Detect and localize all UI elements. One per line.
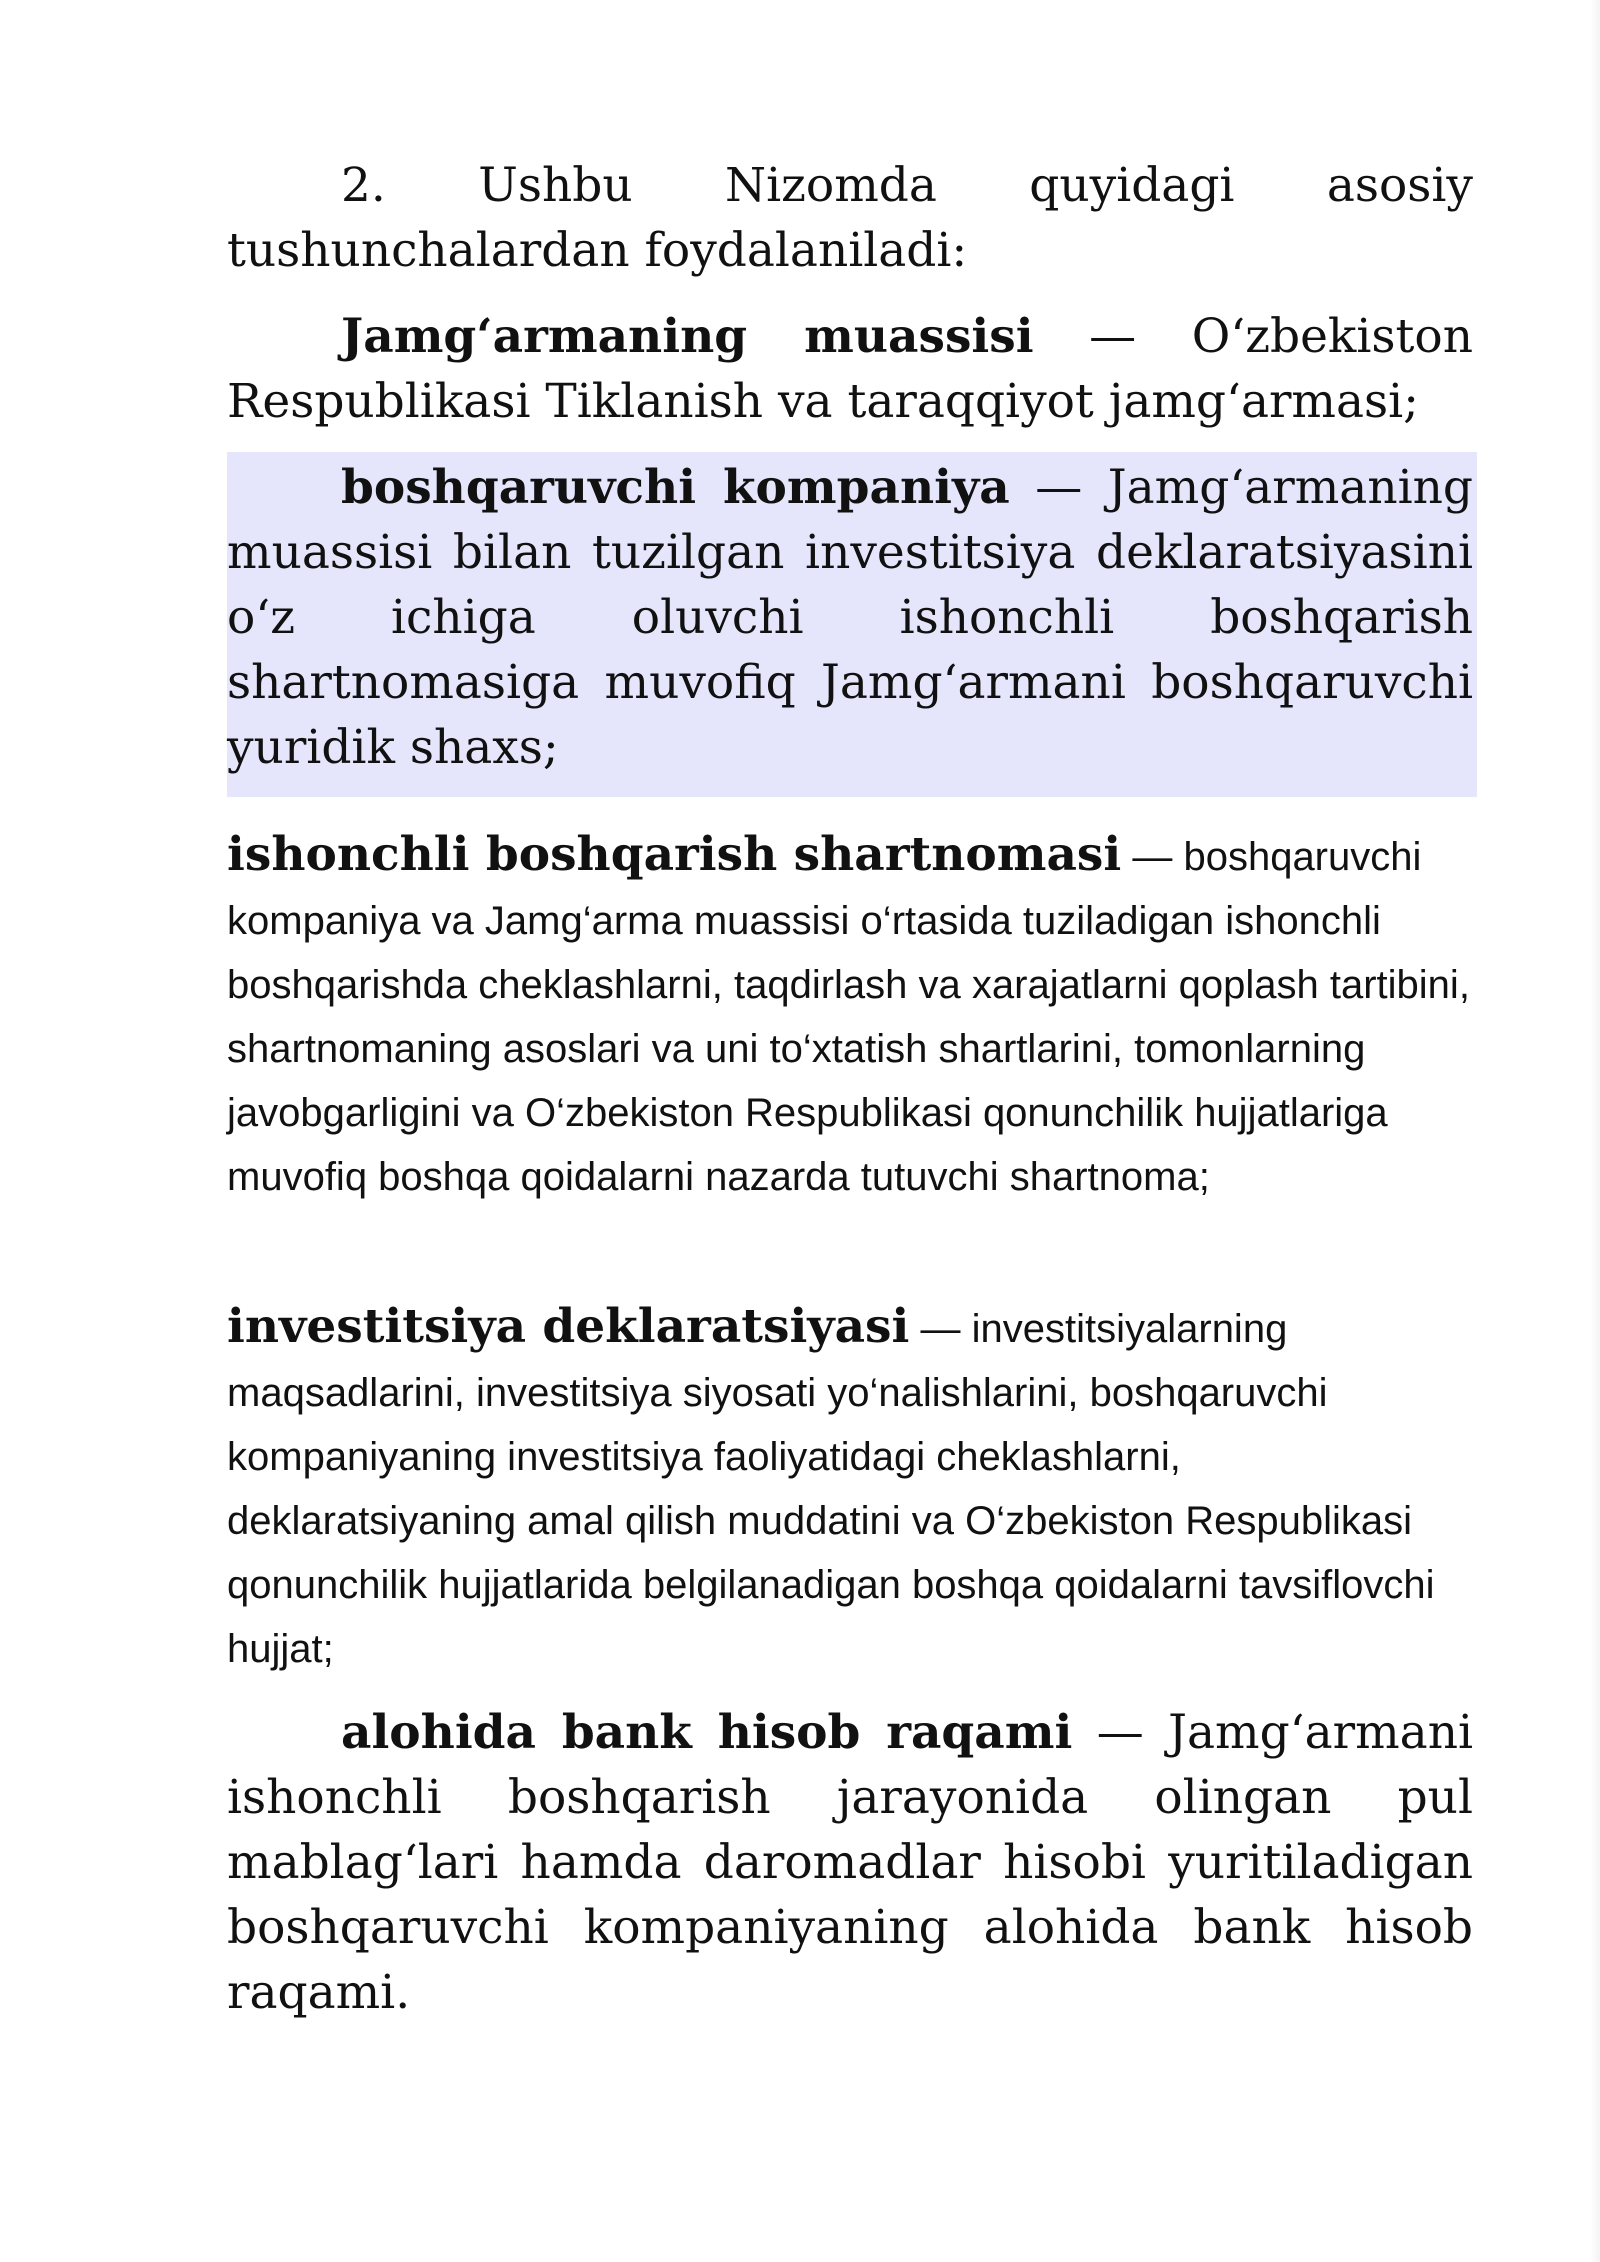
- paragraph-intro: [227, 153, 1473, 283]
- definition-dash: —: [1072, 1705, 1169, 1760]
- definition-investment-declaration: [227, 1295, 1473, 1681]
- definition-term: Jamg‘armaning muassisi: [341, 309, 1034, 364]
- clause-number: 2.: [341, 158, 386, 213]
- definition-founder: [227, 304, 1473, 434]
- intro-text: Ushbu Nizomda quyidagi asosiy tushunchalardan foydalaniladi:: [227, 158, 1473, 278]
- definition-trust-agreement: [227, 823, 1473, 1209]
- definition-term: investitsiya deklaratsiyasi: [227, 1299, 910, 1354]
- definition-bank-account: [227, 1700, 1473, 2025]
- definition-dash: —: [1121, 835, 1184, 879]
- definition-dash: —: [909, 1307, 972, 1351]
- definition-text: investitsiyalarning maqsadlarini, investitsiya siyosati yo‘nalishlarini, boshqaruvchi kompaniyaning investitsiya faoliyatidagi cheklashlarni, deklaratsiyaning amal qilish muddatini va O‘zbekiston Respublikasi qonunchilik hujjatlarida belgilanadigan boshqa qoidalarni tavsiflovchi hujjat;: [227, 1307, 1435, 1671]
- definition-term: boshqaruvchi kompaniya: [341, 460, 1010, 515]
- definition-dash: —: [1009, 460, 1108, 515]
- definition-dash: —: [1033, 309, 1192, 364]
- definition-text: Jamg‘armani ishonchli boshqarish jarayonida olingan pul mablag‘lari hamda daromadlar hisobi yuritiladigan boshqaruvchi kompaniyaning alohida bank hisob raqami.: [227, 1705, 1473, 2020]
- definition-text: boshqaruvchi kompaniya va Jamg‘arma muassisi o‘rtasida tuziladigan ishonchli boshqarishda cheklashlarni, taqdirlash va xarajatlarni qoplash tartibini, shartnomaning asoslari va uni to‘xtatish shartlarini, tomonlarning javobgarligini va O‘zbekiston Respublikasi qonunchilik hujjatlariga muvofiq boshqa qoidalarni nazarda tutuvchi shartnoma;: [227, 835, 1470, 1199]
- definition-term: alohida bank hisob raqami: [341, 1705, 1073, 1760]
- definition-term: ishonchli boshqarish shartnomasi: [227, 827, 1122, 882]
- definition-management-company: [227, 455, 1473, 780]
- page-edge-shadow: [1590, 0, 1600, 2262]
- definition-text: Jamg‘armaning muassisi bilan tuzilgan investitsiya deklaratsiyasini o‘z ichiga oluvchi ishonchli boshqarish shartnomasiga muvofiq Jamg‘armani boshqaruvchi yuridik shaxs;: [227, 460, 1473, 775]
- definition-text: O‘zbekiston Respublikasi Tiklanish va taraqqiyot jamg‘armasi;: [227, 309, 1473, 429]
